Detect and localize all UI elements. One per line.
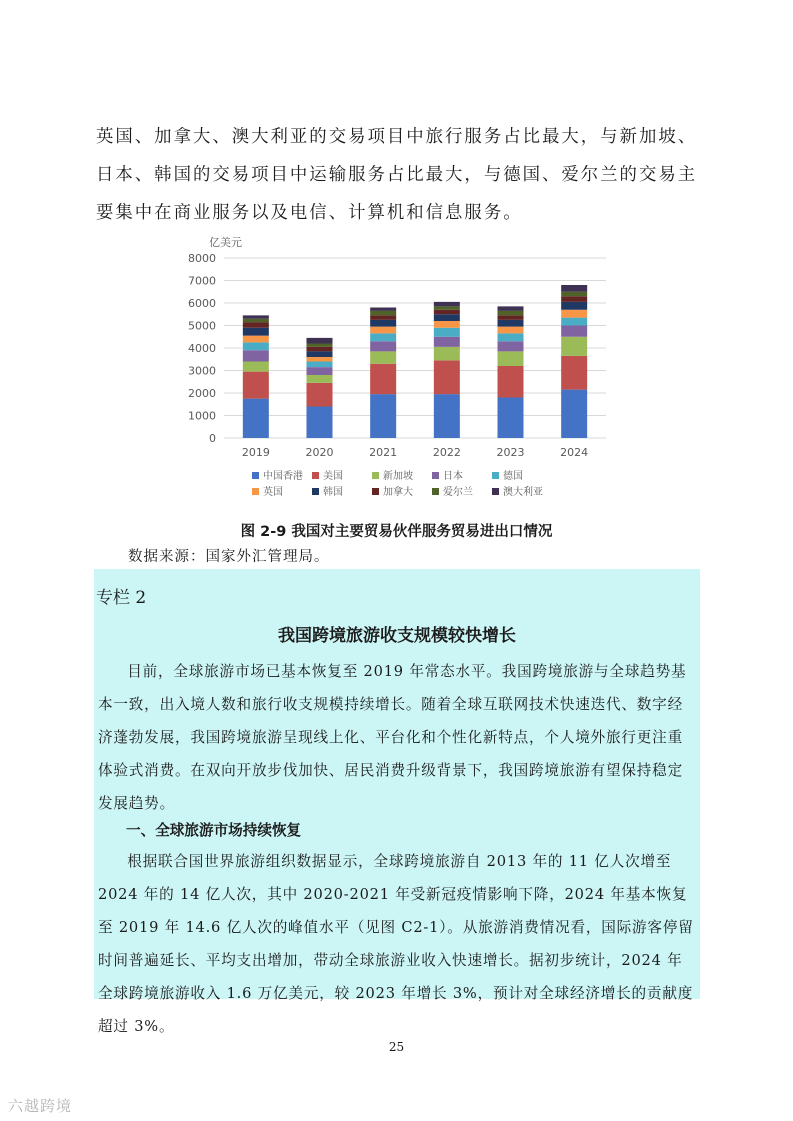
legend-label-0: 中国香港: [263, 471, 303, 482]
legend-swatch-7: [372, 488, 379, 495]
y-tick-label-3: 3000: [188, 364, 216, 378]
x-tick-label-2: 2021: [369, 446, 398, 459]
bar-2020-6: [307, 351, 333, 357]
legend-swatch-9: [492, 488, 499, 495]
bar-2020-8: [307, 344, 333, 347]
bar-2023-3: [498, 341, 524, 351]
bar-2021-8: [370, 311, 396, 316]
box-title: 我国跨境旅游收支规模较快增长: [278, 626, 516, 646]
legend-swatch-4: [492, 472, 499, 479]
bar-2024-4: [561, 318, 587, 326]
bar-2024-7: [561, 296, 587, 302]
bar-2022-8: [434, 306, 460, 309]
bar-2023-7: [498, 315, 524, 320]
bar-2020-5: [307, 357, 333, 362]
x-tick-label-3: 2022: [432, 446, 461, 459]
bar-2019-9: [243, 315, 269, 318]
bar-2021-1: [370, 364, 396, 394]
bar-2024-6: [561, 302, 587, 310]
bar-2023-5: [498, 327, 524, 334]
bar-2023-9: [498, 306, 524, 311]
bar-2022-0: [434, 394, 460, 438]
bar-2024-8: [561, 292, 587, 297]
y-axis-unit-label: 亿美元: [209, 236, 242, 249]
bar-2021-6: [370, 320, 396, 327]
figure-caption: 图 2-9 我国对主要贸易伙伴服务贸易进出口情况: [240, 524, 553, 540]
x-tick-label-1: 2020: [305, 446, 334, 459]
bar-2022-5: [434, 321, 460, 328]
bar-2020-7: [307, 347, 333, 352]
bar-2022-7: [434, 310, 460, 315]
bar-2020-1: [307, 383, 333, 407]
bar-2024-9: [561, 285, 587, 292]
bar-2019-3: [243, 350, 269, 361]
source-note: 数据来源：国家外汇管理局。: [128, 549, 330, 565]
box-paragraph-1: 目前，全球旅游市场已基本恢复至 2019 年常态水平。我国跨境旅游与全球趋势基本一致，出入境人数和旅行收支规模持续增长。随着全球互联网技术快速迭代、数字经济蓬勃发展，我国跨境旅游呈现线上化、平台化和个性化新特点，个人境外旅行更注重体验式消费。在双向开放步伐加快、居民消费升级背景下，我国跨境旅游有望保持稳定发展趋势。: [98, 663, 687, 812]
legend-label-1: 美国: [323, 471, 343, 482]
legend-label-8: 爱尔兰: [443, 487, 473, 498]
legend-swatch-6: [312, 488, 319, 495]
watermark: 六越跨境: [8, 1097, 73, 1115]
legend-label-6: 韩国: [323, 487, 343, 498]
sidebar-box: [94, 569, 700, 1035]
bar-2020-0: [307, 407, 333, 439]
bar-2024-3: [561, 326, 587, 337]
page-number: 25: [388, 1040, 405, 1054]
y-tick-label-0: 0: [209, 432, 216, 445]
bar-2023-1: [498, 366, 524, 398]
bar-2021-9: [370, 308, 396, 311]
stacked-bar-chart: [176, 229, 616, 519]
bar-2021-5: [370, 327, 396, 334]
y-tick-label-8: 8000: [188, 252, 216, 265]
box-heading-1: 一、全球旅游市场持续恢复: [126, 822, 302, 839]
bar-2024-0: [561, 390, 587, 438]
y-tick-label-1: 1000: [188, 409, 216, 423]
bar-2020-4: [307, 362, 333, 368]
bar-2021-3: [370, 341, 396, 351]
box-paragraph-2: 根据联合国世界旅游组织数据显示，全球跨境旅游自 2013 年的 11 亿人次增至 2024 年的 14 亿人次，其中 2020-2021 年受新冠疫情影响下降，2024 年基本恢复至 2019 年 14.6 亿人次的峰值水平（见图 C2-1）。从旅游消费情况看，国际游客停留时间普遍延长、平均支出增加，带动全球旅游业收入快速增长。据初步统计，2024 年全球跨境旅游收入 1.6 万亿美元，较 2023 年增长 3%，预计对全球经济增长的贡献度超过 3%。: [98, 853, 694, 1035]
bar-2019-4: [243, 342, 269, 350]
bar-2019-7: [243, 322, 269, 328]
bar-2022-2: [434, 347, 460, 361]
legend-label-7: 加拿大: [383, 487, 413, 498]
bar-2023-6: [498, 320, 524, 327]
y-tick-label-6: 6000: [188, 297, 216, 310]
bar-2020-2: [307, 375, 333, 383]
bar-2022-1: [434, 360, 460, 394]
intro-paragraph: 英国、加拿大、澳大利亚的交易项目中旅行服务占比最大，与新加坡、日本、韩国的交易项目中运输服务占比最大，与德国、爱尔兰的交易主要集中在商业服务以及电信、计算机和信息服务。: [96, 127, 698, 223]
bar-2019-1: [243, 372, 269, 399]
bar-2022-9: [434, 302, 460, 307]
legend-swatch-5: [252, 488, 259, 495]
y-tick-label-7: 7000: [188, 274, 216, 288]
bar-2022-6: [434, 314, 460, 321]
y-tick-label-4: 4000: [188, 342, 216, 355]
bar-2021-7: [370, 315, 396, 320]
legend-swatch-8: [432, 488, 439, 495]
chart-svg: [176, 229, 616, 519]
bar-2019-5: [243, 336, 269, 343]
x-tick-label-5: 2024: [560, 446, 589, 459]
bar-2021-2: [370, 351, 396, 363]
legend-swatch-3: [432, 472, 439, 479]
bar-2022-3: [434, 337, 460, 347]
x-tick-label-0: 2019: [241, 446, 270, 459]
box-label: 专栏 2: [96, 588, 147, 608]
legend-label-5: 英国: [263, 487, 283, 498]
bar-2024-1: [561, 356, 587, 390]
legend-label-3: 日本: [443, 471, 463, 482]
y-tick-label-5: 5000: [188, 319, 216, 333]
bar-2024-2: [561, 337, 587, 356]
bar-2022-4: [434, 328, 460, 337]
bar-2019-8: [243, 319, 269, 322]
legend-swatch-0: [252, 472, 259, 479]
legend-swatch-2: [372, 472, 379, 479]
bar-2023-4: [498, 333, 524, 341]
bar-2024-5: [561, 310, 587, 318]
bar-2021-4: [370, 333, 396, 341]
legend-label-4: 德国: [503, 471, 523, 482]
bar-2023-2: [498, 351, 524, 366]
bar-2023-0: [498, 398, 524, 439]
legend-label-2: 新加坡: [383, 471, 413, 482]
bar-2023-8: [498, 311, 524, 316]
bar-2021-0: [370, 394, 396, 438]
y-tick-label-2: 2000: [188, 387, 216, 400]
bar-2019-6: [243, 328, 269, 336]
bar-2019-0: [243, 399, 269, 438]
bar-2019-2: [243, 362, 269, 372]
legend-swatch-1: [312, 472, 319, 479]
bar-2020-3: [307, 367, 333, 375]
x-tick-label-4: 2023: [496, 446, 525, 459]
legend-label-9: 澳大利亚: [503, 487, 543, 498]
bar-2020-9: [307, 338, 333, 344]
